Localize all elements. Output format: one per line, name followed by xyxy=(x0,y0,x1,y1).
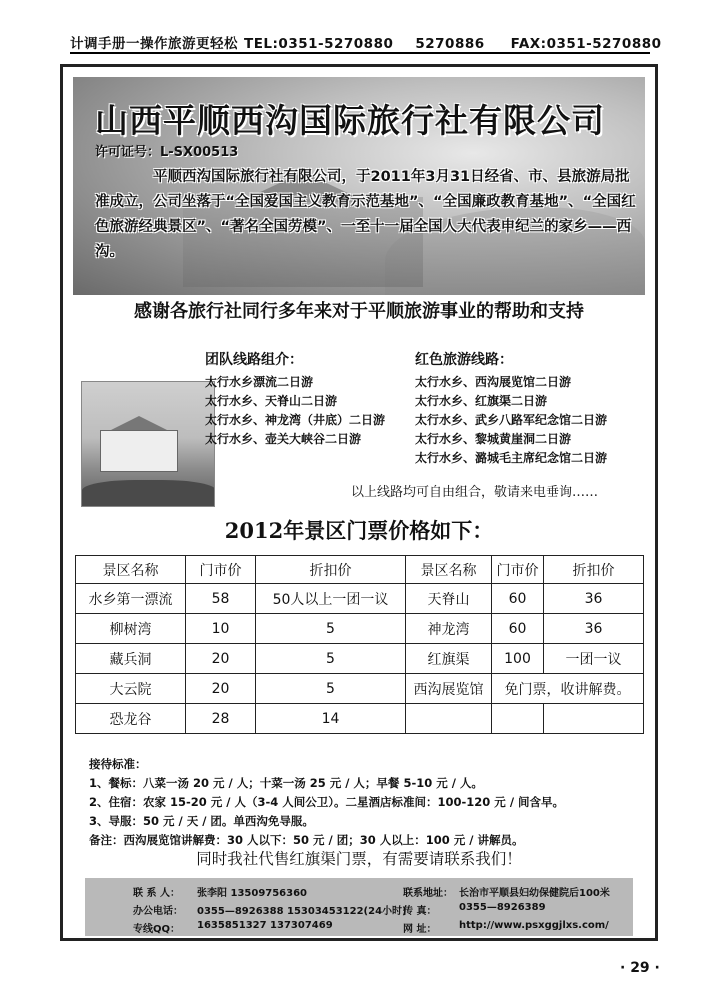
table-cell: 10 xyxy=(186,614,256,644)
ad-frame xyxy=(60,64,658,941)
route-note: 以上线路均可自由组合，敬请来电垂询…… xyxy=(351,485,599,500)
table-cell: 28 xyxy=(186,704,256,734)
group-route-item: 太行水乡、神龙湾（井底）二日游 xyxy=(205,413,386,427)
table-cell: 恐龙谷 xyxy=(76,704,186,734)
group-route-item: 太行水乡、天脊山二日游 xyxy=(205,394,338,408)
office-phone: 0355—8926388 15303453122(24小时) xyxy=(197,906,407,917)
table-cell xyxy=(492,704,544,734)
table-cell: 水乡第一漂流 xyxy=(76,584,186,614)
column-header: 折扣价 xyxy=(544,556,644,584)
table-cell: 5 xyxy=(256,614,406,644)
contact-person: 张李阳 13509756360 xyxy=(197,888,308,899)
table-row xyxy=(76,614,644,644)
table-cell: 柳树湾 xyxy=(76,614,186,644)
company-name: 山西平顺西沟国际旅行社有限公司 xyxy=(95,101,605,140)
table-cell: 西沟展览馆 xyxy=(406,674,492,704)
group-routes-title: 团队线路组介： xyxy=(205,352,303,368)
proxy-note: 同时我社代售红旗渠门票，有需要请联系我们！ xyxy=(196,850,522,868)
table-row xyxy=(76,644,644,674)
page-header xyxy=(70,32,662,54)
website-label: 网 址： xyxy=(403,924,437,935)
standards-item: 2、住宿：农家 15-20 元 / 人（3-4 人间公卫）。二星酒店标准间：100-120 元 / 间含早。 xyxy=(89,795,565,809)
page-number: · 29 · xyxy=(620,960,660,976)
table-cell: 36 xyxy=(544,584,644,614)
price-title: 2012年景区门票价格如下： xyxy=(224,518,494,543)
column-header: 折扣价 xyxy=(256,556,406,584)
address-label: 联系地址： xyxy=(403,888,453,899)
table-header-row xyxy=(76,556,644,584)
table-cell: 大云院 xyxy=(76,674,186,704)
table-cell: 58 xyxy=(186,584,256,614)
red-routes-title: 红色旅游线路： xyxy=(415,352,513,368)
table-cell: 5 xyxy=(256,644,406,674)
table-cell xyxy=(406,704,492,734)
column-header: 门市价 xyxy=(492,556,544,584)
column-header: 景区名称 xyxy=(76,556,186,584)
fax-number: 0355—8926389 xyxy=(459,902,546,913)
license-number: 许可证号：L-SX00513 xyxy=(95,145,239,160)
red-routes xyxy=(415,349,607,468)
red-route-item: 太行水乡、西沟展览馆二日游 xyxy=(415,375,572,389)
table-row xyxy=(76,584,644,614)
red-route-item: 太行水乡、潞城毛主席纪念馆二日游 xyxy=(415,451,608,465)
fax-label: 传 真： xyxy=(403,906,437,917)
table-cell: 100 xyxy=(492,644,544,674)
group-routes xyxy=(205,349,385,449)
table-cell xyxy=(544,704,644,734)
table-cell: 5 xyxy=(256,674,406,704)
qq-numbers: 1635851327 137307469 xyxy=(197,920,333,931)
address: 长治市平顺县妇幼保健院后100米 xyxy=(459,888,610,899)
table-cell: 天脊山 xyxy=(406,584,492,614)
standards-title: 接待标准： xyxy=(89,757,147,771)
table-cell: 20 xyxy=(186,644,256,674)
table-cell: 红旗渠 xyxy=(406,644,492,674)
table-cell: 50人以上一团一议 xyxy=(256,584,406,614)
table-row xyxy=(76,704,644,734)
building-photo xyxy=(81,381,215,507)
red-route-item: 太行水乡、黎城黄崖洞二日游 xyxy=(415,432,572,446)
company-intro: 平顺西沟国际旅行社有限公司，于2011年3月31日经省、市、县旅游局批准成立，公司坐落于“全国爱国主义教育示范基地”、“全国廉政教育基地”、“全国红色旅游经典景区”、“著名全国劳模”、一至十一届全国人大代表申纪兰的家乡——西沟。 xyxy=(95,169,636,260)
header-fax: FAX:0351-5270880 xyxy=(510,36,662,52)
red-route-item: 太行水乡、红旗渠二日游 xyxy=(415,394,548,408)
header-tel: TEL:0351-5270880 xyxy=(244,36,394,52)
website-link[interactable]: http://www.psxggjlxs.com/ xyxy=(459,920,609,931)
photo-house xyxy=(100,430,178,472)
table-cell: 一团一议 xyxy=(544,644,644,674)
reception-standards xyxy=(89,755,564,850)
standards-item: 3、导服：50 元 / 天 / 团。单西沟免导服。 xyxy=(89,814,314,828)
table-cell: 36 xyxy=(544,614,644,644)
header-tel2: 5270886 xyxy=(415,36,485,52)
price-table xyxy=(75,555,644,734)
table-row xyxy=(76,674,644,704)
header-slogan: 计调手册一操作旅游更轻松 xyxy=(70,36,238,52)
table-cell: 60 xyxy=(492,584,544,614)
banner xyxy=(73,77,645,295)
table-cell: 神龙湾 xyxy=(406,614,492,644)
table-cell: 免门票，收讲解费。 xyxy=(492,674,644,704)
table-cell: 藏兵洞 xyxy=(76,644,186,674)
red-route-item: 太行水乡、武乡八路军纪念馆二日游 xyxy=(415,413,608,427)
column-header: 门市价 xyxy=(186,556,256,584)
standards-item: 1、餐标：八菜一汤 20 元 / 人；十菜一汤 25 元 / 人；早餐 5-10 元 / 人。 xyxy=(89,776,483,790)
group-route-item: 太行水乡、壶关大峡谷二日游 xyxy=(205,432,362,446)
photo-foliage xyxy=(82,480,215,506)
office-phone-label: 办公电话： xyxy=(133,906,183,917)
qq-label: 专线QQ： xyxy=(133,924,181,935)
thanks-heading: 感谢各旅行社同行多年来对于平顺旅游事业的帮助和支持 xyxy=(134,301,584,322)
group-route-item: 太行水乡漂流二日游 xyxy=(205,375,314,389)
table-cell: 60 xyxy=(492,614,544,644)
column-header: 景区名称 xyxy=(406,556,492,584)
table-cell: 20 xyxy=(186,674,256,704)
contact-person-label: 联 系 人： xyxy=(133,888,180,899)
table-cell: 14 xyxy=(256,704,406,734)
contact-box xyxy=(85,878,633,936)
standards-item: 备注：西沟展览馆讲解费：30 人以下：50 元 / 团；30 人以上：100 元 / 讲解员。 xyxy=(89,833,524,847)
